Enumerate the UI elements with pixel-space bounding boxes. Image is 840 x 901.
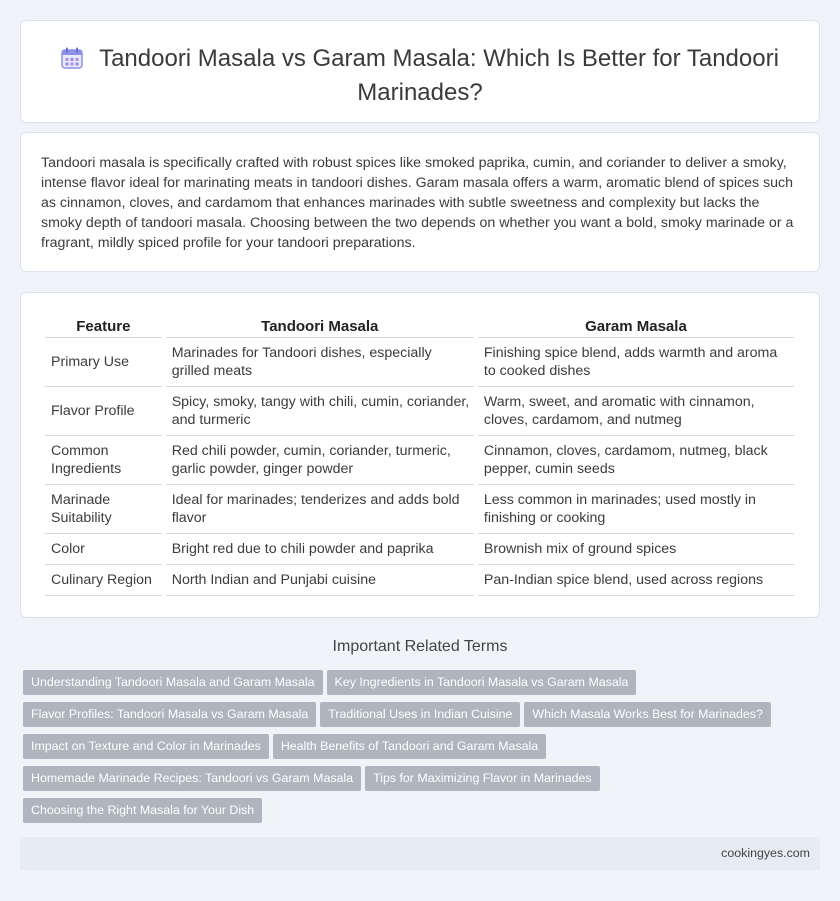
feature-cell: Flavor Profile [45, 387, 162, 436]
table-row [45, 338, 794, 387]
table-row [45, 387, 794, 436]
related-term-tag[interactable]: Tips for Maximizing Flavor in Marinades [365, 766, 600, 791]
title-card [20, 20, 820, 123]
garam-cell: Brownish mix of ground spices [478, 534, 794, 565]
table-row [45, 534, 794, 565]
header-garam-masala: Garam Masala [478, 315, 794, 338]
feature-cell: Primary Use [45, 338, 162, 387]
table-row [45, 485, 794, 534]
feature-cell: Color [45, 534, 162, 565]
feature-cell: Common Ingredients [45, 436, 162, 485]
tandoori-cell: Spicy, smoky, tangy with chili, cumin, coriander, and turmeric [166, 387, 474, 436]
feature-cell: Marinade Suitability [45, 485, 162, 534]
table-header-row [45, 315, 794, 338]
header-tandoori-masala: Tandoori Masala [166, 315, 474, 338]
table-row [45, 565, 794, 596]
related-term-tag[interactable]: Impact on Texture and Color in Marinades [23, 734, 269, 759]
related-term-tag[interactable]: Understanding Tandoori Masala and Garam Masala [23, 670, 323, 695]
garam-cell: Less common in marinades; used mostly in finishing or cooking [478, 485, 794, 534]
garam-cell: Cinnamon, cloves, cardamom, nutmeg, black pepper, cumin seeds [478, 436, 794, 485]
related-term-tag[interactable]: Homemade Marinade Recipes: Tandoori vs Garam Masala [23, 766, 361, 791]
tandoori-cell: North Indian and Punjabi cuisine [166, 565, 474, 596]
intro-card [20, 132, 820, 272]
comparison-card [20, 292, 820, 618]
related-term-tag[interactable]: Choosing the Right Masala for Your Dish [23, 798, 262, 823]
garam-cell: Finishing spice blend, adds warmth and aroma to cooked dishes [478, 338, 794, 387]
feature-cell: Culinary Region [45, 565, 162, 596]
related-terms-heading: Important Related Terms [332, 638, 508, 655]
tandoori-cell: Ideal for marinades; tenderizes and adds bold flavor [166, 485, 474, 534]
table-row [45, 436, 794, 485]
garam-cell: Warm, sweet, and aromatic with cinnamon, cloves, cardamom, and nutmeg [478, 387, 794, 436]
tandoori-cell: Bright red due to chili powder and paprika [166, 534, 474, 565]
intro-paragraph: Tandoori masala is specifically crafted with robust spices like smoked paprika, cumin, and coriander to deliver a smoky, intense flavor ideal for marinating meats in tandoori dishes. Garam masala offers a warm, aromatic blend of spices such as cinnamon, cloves, and cardamom that enhances marinades with subtle sweetness and complexity but lacks the smoky depth of tandoori masala. Choosing between the two depends on whether you want a bold, smoky marinade or a fragrant, mildly spiced profile for your tandoori preparations. [41, 155, 794, 251]
header-feature: Feature [45, 315, 162, 338]
related-term-tag[interactable]: Flavor Profiles: Tandoori Masala vs Garam Masala [23, 702, 316, 727]
tandoori-cell: Marinades for Tandoori dishes, especially grilled meats [166, 338, 474, 387]
page-title-row [21, 43, 819, 108]
tandoori-cell: Red chili powder, cumin, coriander, turmeric, garlic powder, ginger powder [166, 436, 474, 485]
garam-cell: Pan-Indian spice blend, used across regions [478, 565, 794, 596]
footer-site-link[interactable]: cookingyes.com [721, 846, 810, 860]
footer [20, 837, 820, 870]
related-term-tag[interactable]: Traditional Uses in Indian Cuisine [320, 702, 520, 727]
related-term-tag[interactable]: Key Ingredients in Tandoori Masala vs Garam Masala [327, 670, 637, 695]
related-term-tag[interactable]: Which Masala Works Best for Marinades? [524, 702, 770, 727]
related-terms-list [23, 670, 823, 830]
page-title: Tandoori Masala vs Garam Masala: Which Is Better for Tandoori Marinades? [99, 45, 779, 106]
related-term-tag[interactable]: Health Benefits of Tandoori and Garam Masala [273, 734, 546, 759]
calendar-icon [61, 46, 83, 77]
comparison-table [41, 315, 798, 596]
